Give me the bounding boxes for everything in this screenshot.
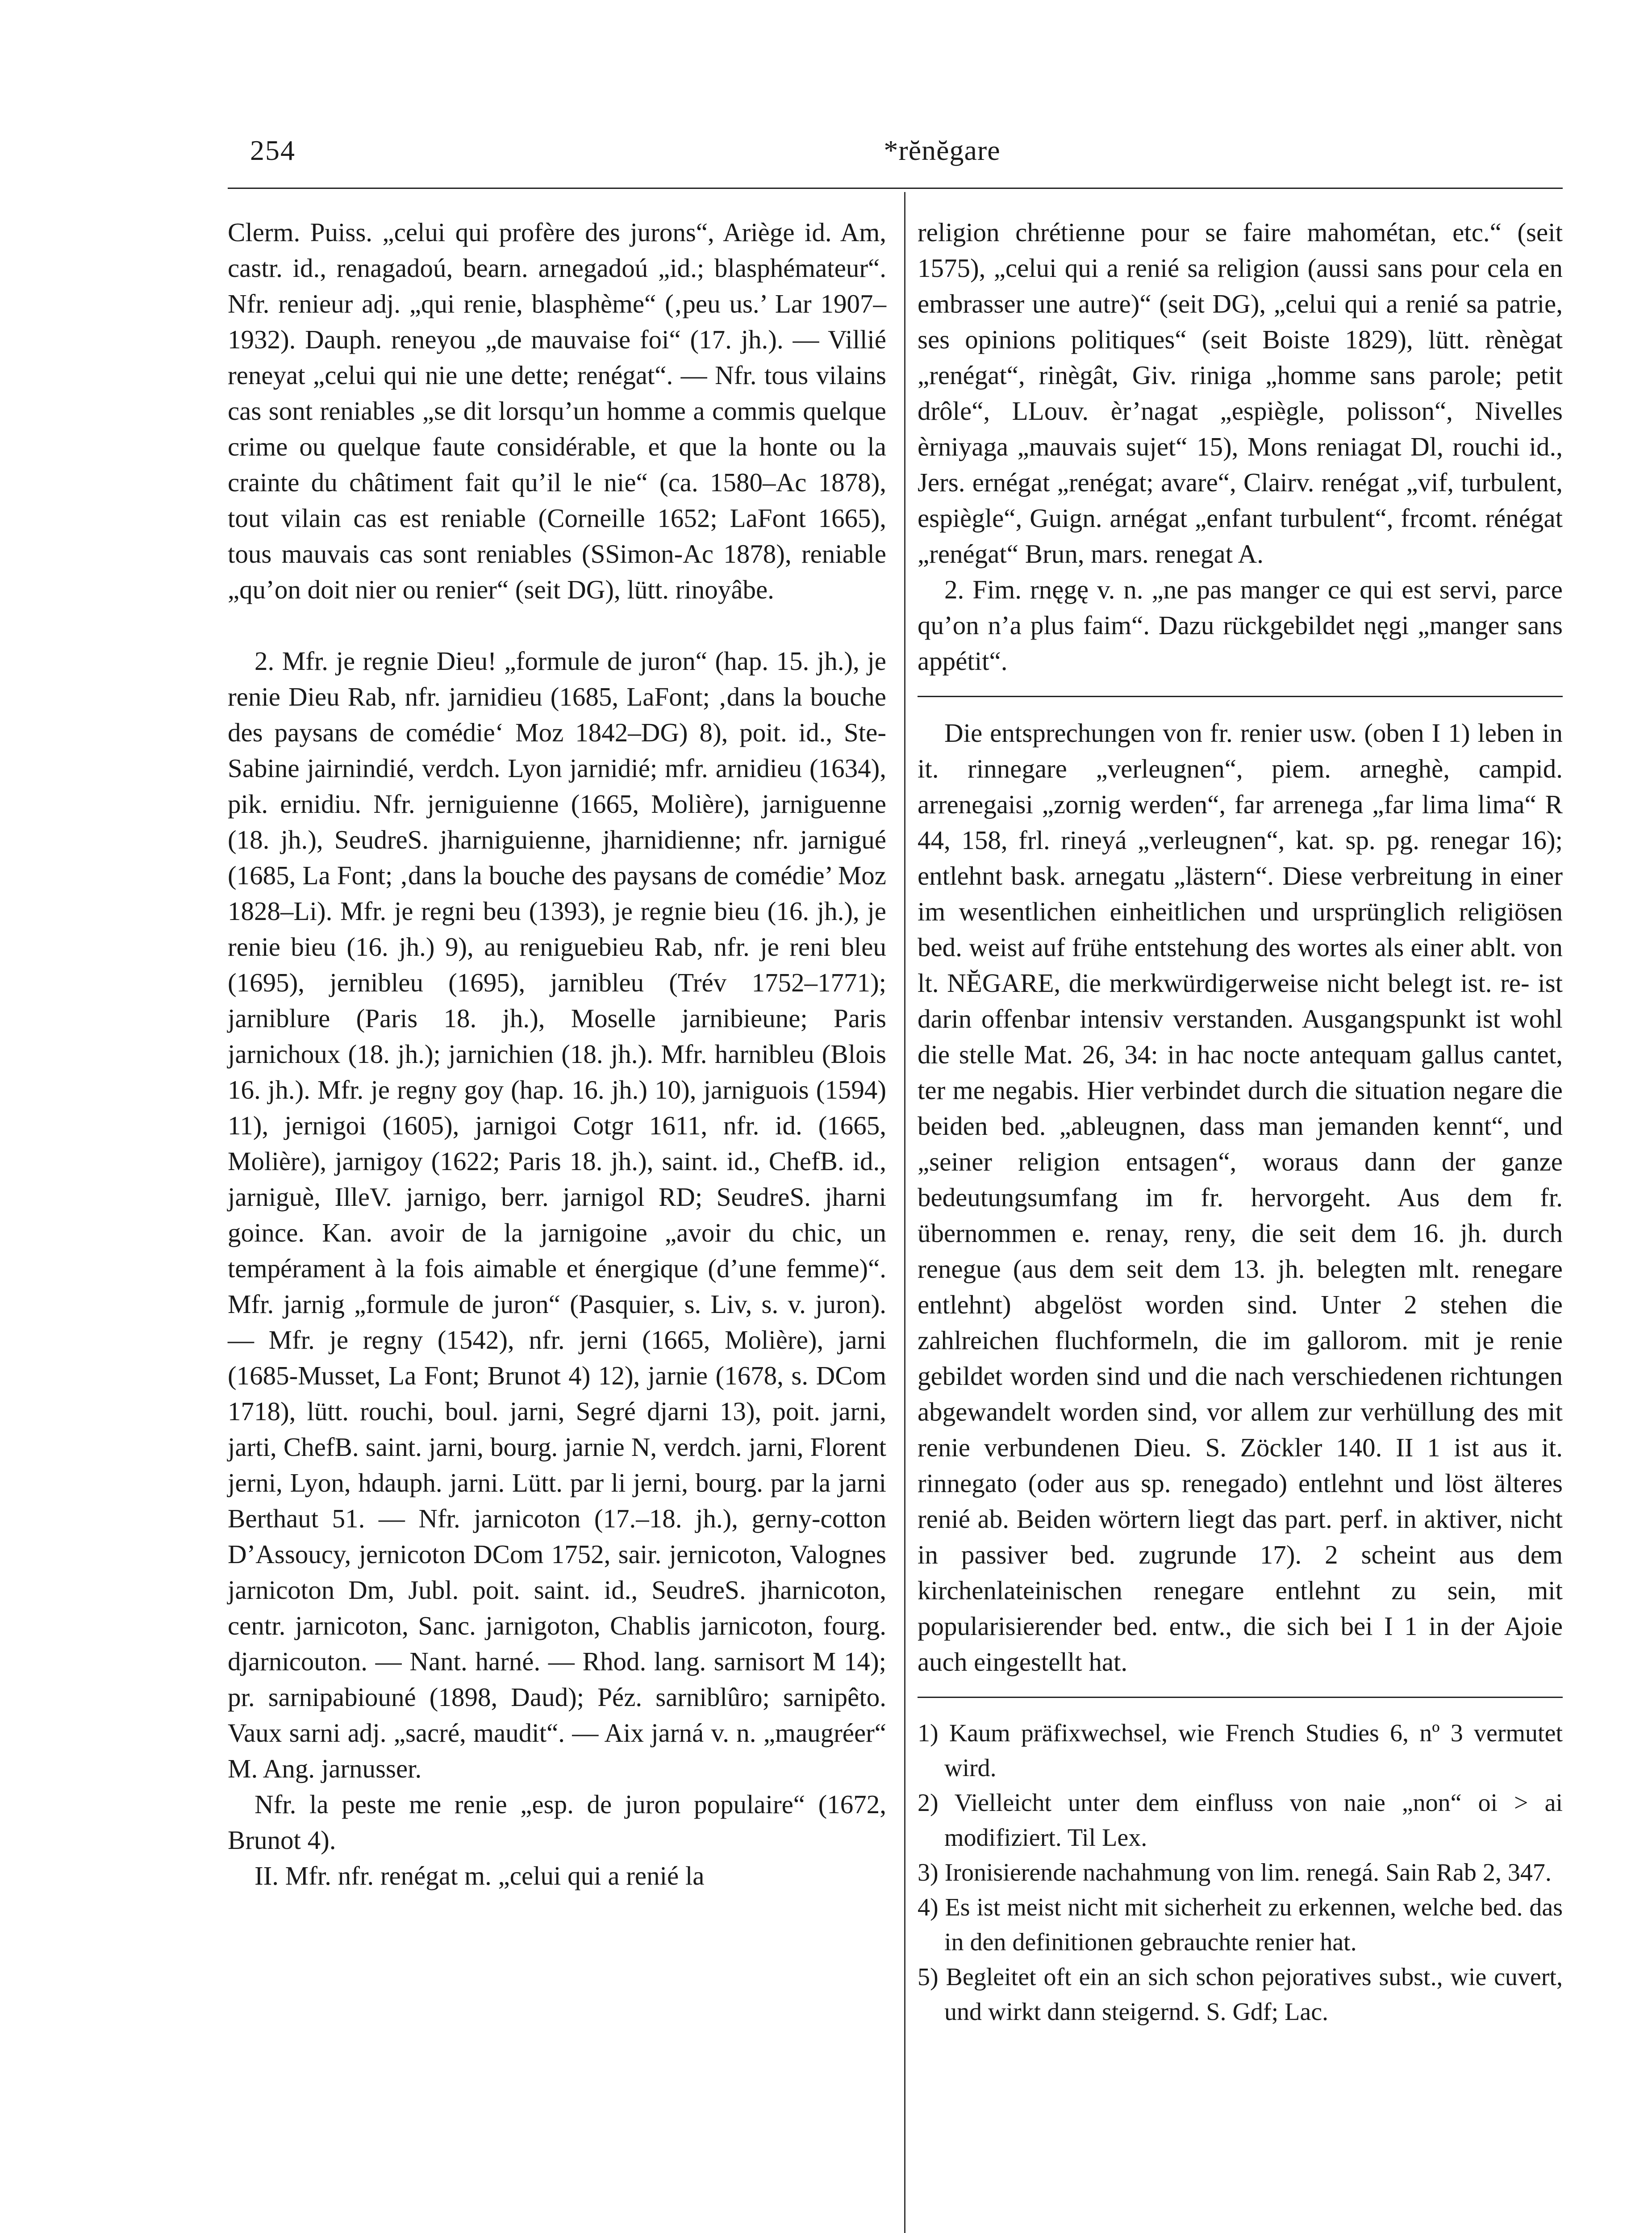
paragraph: Clerm. Puiss. „celui qui profère des jurons“, Ariège id. Am, castr. id., renagadoú, bearn. arnegadoú „id.; blasphémateur“. Nfr. renieur adj. „qui renie, blasphème“ (‚peu us.’ Lar 1907–1932). Dauph. reneyou „de mauvaise foi“ (17. jh.). — Villié reneyat „celui qui nie une dette; renégat“. — Nfr. tous vilains cas sont reniables „se dit lorsqu’un homme a commis quelque crime ou quelque faute considérable, et que la honte ou la crainte du châtiment fait qu’il le nie“ (ca. 1580–Ac 1878), tout vilain cas est reniable (Corneille 1652; LaFont 1665), tous mauvais cas sont reniables (SSimon-Ac 1878), reniable „qu’on doit nier ou renier“ (seit DG), lütt. rinoyâbe. <box>228 217 886 604</box>
footnote-text: Es ist meist nicht mit sicherheit zu erkennen, welche bed. das in den definitionen gebrauchte renier hat. <box>944 1894 1563 1956</box>
footnote-text: Ironisierende nachahmung von lim. renegá. Sain Rab 2, 347. <box>944 1859 1552 1886</box>
footnote-text: Begleitet oft ein an sich schon pejoratives subst., wie cuvert, und wirkt dann steigernd. S. Gdf; Lac. <box>944 1963 1563 2026</box>
footnote <box>918 1716 1563 1786</box>
footnote-number: 5) <box>918 1963 939 1991</box>
paragraph: II. Mfr. nfr. renégat m. „celui qui a renié la <box>254 1861 705 1890</box>
footnote <box>918 1855 1563 1890</box>
paragraph: 2. Mfr. je regnie Dieu! „formule de juron“ (hap. 15. jh.), je renie Dieu Rab, nfr. jarnidieu (1685, LaFont; ‚dans la bouche des paysans de comédie‘ Moz 1842–DG) 8), poit. id., Ste-Sabine jairnindié, verdch. Lyon jarnidié; mfr. arnidieu (1634), pik. ernidiu. Nfr. jerniguienne (1665, Molière), jarniguenne (18. jh.), SeudreS. jharniguienne, jharnidienne; nfr. jarnigué (1685, La Font; ‚dans la bouche des paysans de comédie’ Moz 1828–Li). Mfr. je regni beu (1393), je regnie bieu (16. jh.), je renie bieu (16. jh.) 9), au reniguebieu Rab, nfr. je reni bleu (1695), jernibleu (1695), jarnibleu (Trév 1752–1771); jarniblure (Paris 18. jh.), Moselle jarnibieune; Paris jarnichoux (18. jh.); jarnichien (18. jh.). Mfr. harnibleu (Blois 16. jh.). Mfr. je regny goy (hap. 16. jh.) 10), jarniguois (1594) 11), jernigoi (1605), jarnigoi Cotgr 1611, nfr. id. (1665, Molière), jarnigoy (1622; Paris 18. jh.), saint. id., ChefB. id., jarniguè, IlleV. jarnigo, berr. jarnigol RD; SeudreS. jharni goince. Kan. avoir de la jarnigoine „avoir du chic, un tempérament à la fois aimable et énergique (d’une femme)“. Mfr. jarnig „formule de juron“ (Pasquier, s. Liv, s. v. juron). — Mfr. je regny (1542), nfr. jerni (1665, Molière), jarni (1685-Musset, La Font; Brunot 4) 12), jarnie (1678, s. DCom 1718), lütt. rouchi, boul. jarni, Segré djarni 13), poit. jarni, jarti, ChefB. saint. jarni, bourg. jarnie N, verdch. jarni, Florent jerni, Lyon, hdauph. jarni. Lütt. par li jerni, bourg. par la jarni Berthaut 51. — Nfr. jarnicoton (17.–18. jh.), gerny-cotton D’Assoucy, jernicoton DCom 1752, sair. jernicoton, Valognes jarnicoton Dm, Jubl. poit. saint. id., SeudreS. jharnicoton, centr. jarnicoton, Sanc. jarnigoton, Chablis jarnicoton, fourg. djarnicouton. — Nant. harné. — Rhod. lang. sarnisort M 14); pr. sarnipabiouné (1898, Daud); Péz. sarniblûro; sarnipêto. Vaux sarni adj. „sacré, maudit“. — Aix jarná v. n. „maugréer“ M. Ang. jarnusser. <box>228 646 886 1783</box>
paragraph-gap <box>228 607 886 643</box>
page-header <box>250 134 1554 183</box>
paragraph: Die entsprechungen von fr. renier usw. (oben I 1) leben in it. rinnegare „verleugnen“, piem. arneghè, campid. arrenegaisi „zornig werden“, far arrenega „far lima lima“ R 44, 158, frl. rineyá „verleugnen“, kat. sp. pg. renegar 16); entlehnt bask. arnegatu „lästern“. Diese verbreitung in einer im wesentlichen einheitlichen und ursprünglich religiösen bed. weist auf frühe entstehung des wortes als einer ablt. von lt. NĔGARE, die merkwürdigerweise nicht belegt ist. re- ist darin offenbar intensiv verstanden. Ausgangspunkt ist wohl die stelle Mat. 26, 34: in hac nocte antequam gallus cantet, ter me negabis. Hier verbindet durch die situation negare die beiden bed. „ableugnen, dass man jemanden kennt“, und „seiner religion entsagen“, woraus dann der ganze bedeutungsumfang im fr. hervorgeht. Aus dem fr. übernommen e. renay, reny, die seit dem 16. jh. durch renegue (aus dem seit dem 13. jh. belegten mlt. renegare entlehnt) abgelöst worden sind. Unter 2 stehen die zahlreichen fluchformeln, die im gallorom. mit je renie gebildet worden sind und die nach verschiedenen richtungen abgewandelt worden sind, vor allem zur verhüllung des mit renie verbundenen Dieu. S. Zöckler 140. II 1 ist aus it. rinnegato (oder aus sp. renegado) entlehnt und löst älteres renié ab. Beiden wörtern liegt das part. perf. in aktiver, nicht in passiver bed. zugrunde 17). 2 scheint aus dem kirchenlateinischen renegare entlehnt zu sein, mit popularisierender bed. entw., die sich bei I 1 in der Ajoie auch eingestellt hat. <box>918 718 1563 1677</box>
right-column <box>918 214 1563 2029</box>
footnote <box>918 1960 1563 2029</box>
footnote-number: 4) <box>918 1894 939 1921</box>
footnote <box>918 1786 1563 1855</box>
section-rule <box>918 696 1563 697</box>
paragraph: 2. Fim. rnęgę v. n. „ne pas manger ce qui est servi, parce qu’on n’a plus faim“. Dazu rückgebildet nęgi „manger sans appétit“. <box>918 575 1563 676</box>
footnotes <box>918 1716 1563 2029</box>
footnote-number: 3) <box>918 1859 939 1886</box>
paragraph: Nfr. la peste me renie „esp. de juron populaire“ (1672, Brunot 4). <box>228 1790 886 1855</box>
footnote-number: 1) <box>918 1719 939 1747</box>
footnote-number: 2) <box>918 1789 939 1817</box>
header-rule <box>228 188 1563 189</box>
footnote-text: Vielleicht unter dem einfluss von naie „non“ oi > ai modifiziert. Til Lex. <box>944 1789 1563 1852</box>
footnote <box>918 1890 1563 1960</box>
footnote-rule <box>918 1697 1563 1698</box>
page-number: 254 <box>250 134 296 166</box>
footnote-text: Kaum präfixwechsel, wie French Studies 6, nº 3 vermutet wird. <box>944 1719 1563 1782</box>
left-column <box>228 214 886 1894</box>
running-head: *rĕnĕgare <box>884 134 1001 166</box>
column-rule <box>904 192 905 2233</box>
paragraph: religion chrétienne pour se faire mahométan, etc.“ (seit 1575), „celui qui a renié sa religion (aussi sans pour cela en embrasser une autre)“ (seit DG), „celui qui a renié sa patrie, ses opinions politiques“ (seit Boiste 1829), lütt. rènègat „renégat“, rinègât, Giv. riniga „homme sans parole; petit drôle“, LLouv. èr’nagat „espiègle, polisson“, Nivelles èrniyaga „mauvais sujet“ 15), Mons reniagat Dl, rouchi id., Jers. ernégat „renégat; avare“, Clairv. renégat „vif, turbulent, espiègle“, Guign. arnégat „enfant turbulent“, frcomt. rénégat „renégat“ Brun, mars. renegat A. <box>918 217 1563 569</box>
